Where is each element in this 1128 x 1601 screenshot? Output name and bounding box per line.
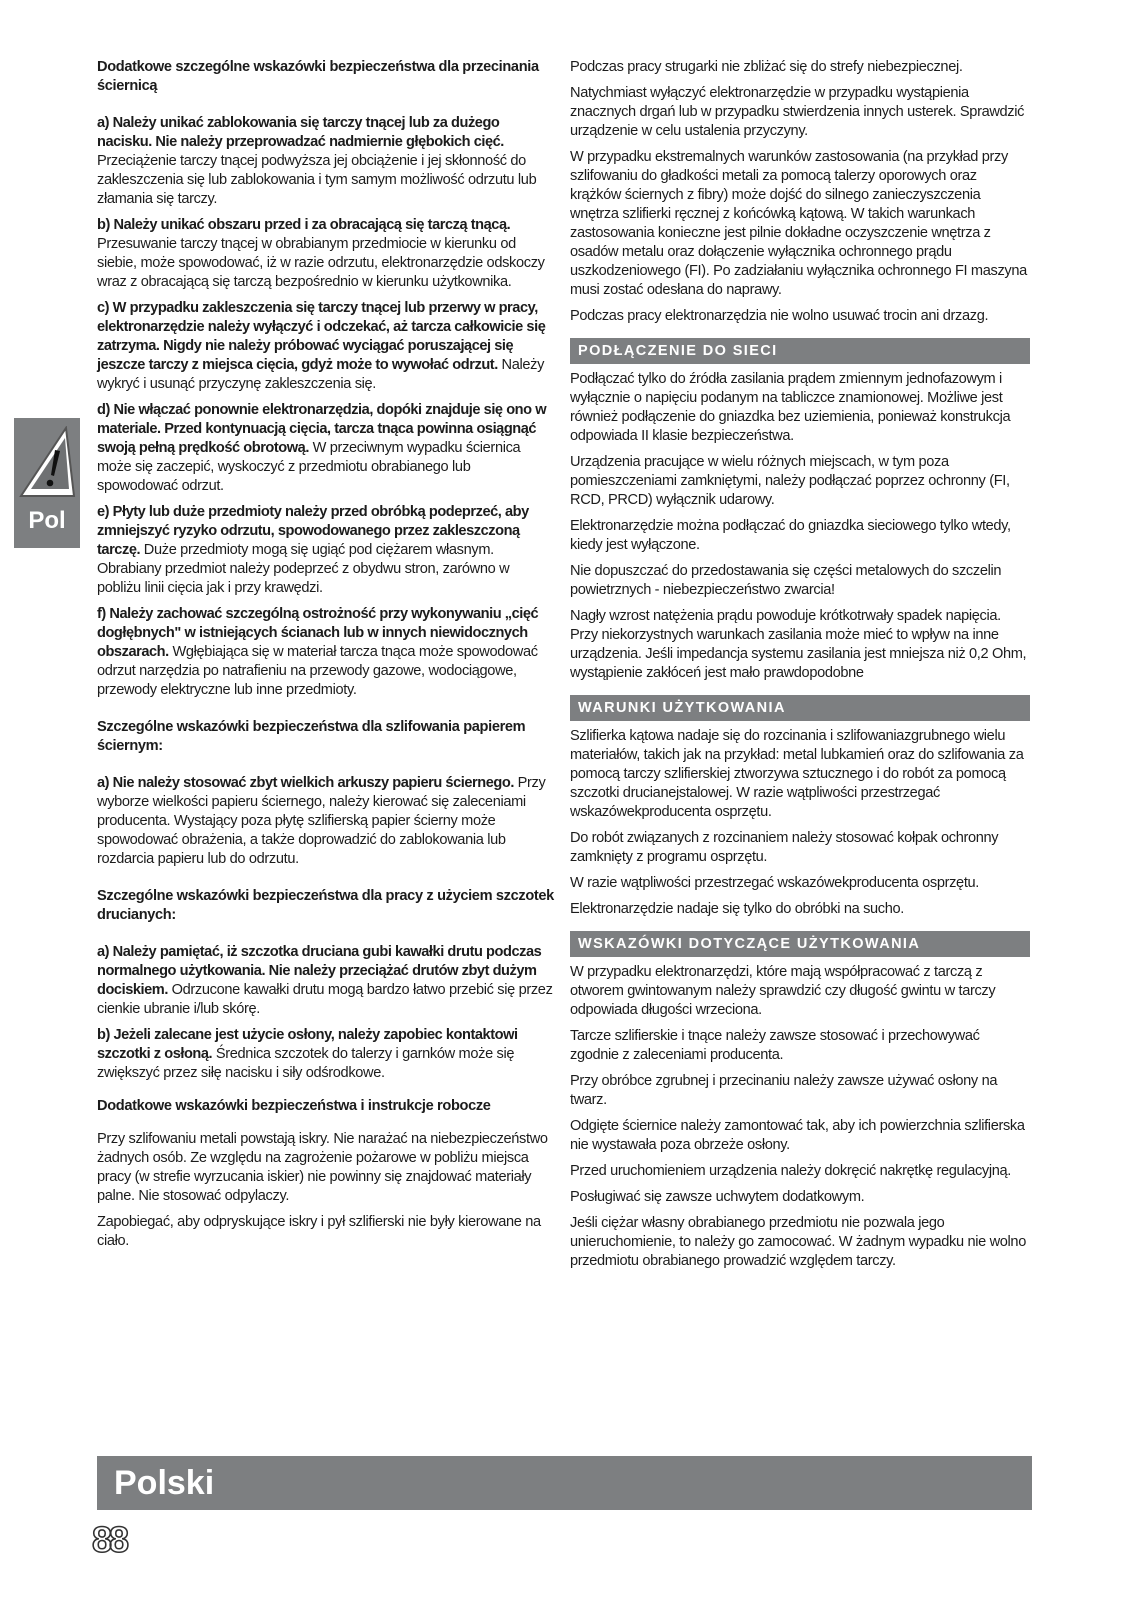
paragraph: Do robót związanych z rozcinaniem należy stosować kołpak ochronny zamknięty z programu osprzętu.	[570, 830, 999, 865]
paragraph	[97, 114, 554, 209]
paragraph-text: Należy wykryć i usunąć przyczynę zakleszczenia się.	[97, 357, 545, 392]
paragraph	[97, 503, 554, 598]
section-heading: Dodatkowe szczególne wskazówki bezpieczeństwa dla przecinania ściernicą	[97, 59, 539, 94]
paragraph: Elektronarzędzie nadaje się tylko do obróbki na sucho.	[570, 901, 904, 917]
paragraph: Jeśli ciężar własny obrabianego przedmiotu nie pozwala jego unieruchomienie, to należy go zamocować. W żadnym wypadku nie wolno przedmiotu obrabianego prowadzić względem tarczy.	[570, 1215, 1026, 1269]
bold-instruction: d) Nie włączać ponownie elektronarzędzia, dopóki znajduje się ono w materiale. Przed kontynuacją cięcia, tarcza tnąca powinna osiągnąć swoją pełną prędkość obrotową.	[97, 402, 547, 456]
paragraph: Przy obróbce zgrubnej i przecinaniu należy zawsze używać osłony na twarz.	[570, 1073, 998, 1108]
bold-instruction: f) Należy zachować szczególną ostrożność przy wykonywaniu „cięć dogłębnych" w istniejących ścianach lub w innych niewidocznych obszarach.	[97, 606, 539, 660]
bold-instruction: a) Należy pamiętać, iż szczotka druciana gubi kawałki drutu podczas normalnego użytkowania. Nie należy przeciążać drutów zbyt dużym dociskiem.	[97, 944, 542, 998]
paragraph-text: Duże przedmioty mogą się ugiąć pod ciężarem własnym. Obrabiany przedmiot należy podeprzeć z obydwu stron, zarówno w pobliżu linii cięcia jak i przy krawędzi.	[97, 542, 510, 596]
bold-instruction: b) Jeżeli zalecane jest użycie osłony, należy zapobiec kontaktowi szczotki z osłoną.	[97, 1027, 518, 1062]
section-bar-power-connection: PODŁĄCZENIE DO SIECI	[570, 338, 1030, 364]
footer-language-bar	[97, 1456, 1032, 1510]
paragraph: Podczas pracy elektronarzędzia nie wolno usuwać trocin ani drzazg.	[570, 308, 989, 324]
paragraph	[97, 1026, 554, 1083]
bold-instruction: c) W przypadku zakleszczenia się tarczy tnącej lub przerwy w pracy, elektronarzędzie należy wyłączyć i odczekać, aż tarcza całkowicie się zatrzyma. Nigdy nie należy próbować wyciągać poruszającej się jeszcze tarczy z miejsca cięcia, gdyż może to wywołać odrzut.	[97, 300, 546, 373]
page-number: 88	[92, 1519, 127, 1560]
bold-instruction: b) Należy unikać obszaru przed i za obracającą się tarczą tnącą.	[97, 217, 511, 233]
paragraph	[97, 401, 554, 496]
paragraph: Podczas pracy strugarki nie zbliżać się do strefy niebezpiecznej.	[570, 59, 963, 75]
section-heading: Dodatkowe wskazówki bezpieczeństwa i instrukcje robocze	[97, 1098, 491, 1114]
footer-title: Polski	[114, 1464, 215, 1502]
paragraph: Zapobiegać, aby odpryskujące iskry i pył szlifierski nie były kierowane na ciało.	[97, 1214, 541, 1249]
paragraph	[97, 605, 554, 700]
paragraph: Podłączać tylko do źródła zasilania prądem zmiennym jednofazowym i wyłącznie o napięciu podanym na tabliczce znamionowej. Możliwe jest również podłączenie do gniazdka bez uziemienia, ponieważ konstrukcja odpowiada II klasie bezpieczeństwa.	[570, 371, 1011, 444]
paragraph	[97, 774, 554, 869]
paragraph: W razie wątpliwości przestrzegać wskazówekproducenta osprzętu.	[570, 875, 979, 891]
paragraph-text: Przy wyborze wielkości papieru ściernego, należy kierować się zaleceniami producenta. Wystający poza płytę szlifierską papier ścierny może spowodować obrażenia, a także doprowadzić do zablokowania lub rozdarcia papieru lub do odrzutu.	[97, 775, 546, 867]
paragraph-text: W przeciwnym wypadku ściernica może się zaczepić, wyskoczyć z przedmiotu obrabianego lub spowodować odrzut.	[97, 440, 521, 494]
bold-instruction: e) Płyty lub duże przedmioty należy przed obróbką podeprzeć, aby zmniejszyć ryzyko odrzutu, spowodowanego przez zakleszczoną tarczę.	[97, 504, 529, 558]
paragraph: Przy szlifowaniu metali powstają iskry. Nie narażać na niebezpieczeństwo żadnych osób. Ze względu na zagrożenie pożarowe w pobliżu miejsca pracy (w strefie wyrzucania iskier) nie powinny się znajdować materiały palne. Nie stosować odpylaczy.	[97, 1131, 548, 1204]
paragraph-text: Wgłębiająca się w materiał tarcza tnąca może spowodować odrzut narzędzia po natrafieniu na przewody gazowe, wodociągowe, przewody elektryczne lub inne przedmioty.	[97, 644, 538, 698]
section-bar-usage-conditions: WARUNKI UŻYTKOWANIA	[570, 695, 1030, 721]
paragraph	[97, 299, 554, 394]
paragraph: Posługiwać się zawsze uchwytem dodatkowym.	[570, 1189, 865, 1205]
paragraph-text: Odrzucone kawałki drutu mogą bardzo łatwo przebić się przez cienkie ubranie i/lub skórę.	[97, 982, 553, 1017]
paragraph-text: Przesuwanie tarczy tnącej w obrabianym przedmiocie w kierunku od siebie, może spowodować, iż w razie odrzutu, elektronarzędzie odskoczy wraz z obracającą się tarczą bezpośrednio w kierunku użytkownika.	[97, 236, 545, 290]
section-heading: Szczególne wskazówki bezpieczeństwa dla szlifowania papierem ściernym:	[97, 719, 526, 754]
bold-instruction: a) Należy unikać zablokowania się tarczy tnącej lub za dużego nacisku. Nie należy przeprowadzać nadmiernie głębokich cięć.	[97, 115, 504, 150]
language-side-tab	[14, 418, 80, 548]
paragraph: Odgięte ściernice należy zamontować tak, aby ich powierzchnia szlifierska nie wystawała poza obrzeże osłony.	[570, 1118, 1025, 1153]
section-heading: Szczególne wskazówki bezpieczeństwa dla pracy z użyciem szczotek drucianych:	[97, 888, 554, 923]
paragraph: Elektronarzędzie można podłączać do gniazdka sieciowego tylko wtedy, kiedy jest wyłączone.	[570, 518, 1011, 553]
paragraph: Przed uruchomieniem urządzenia należy dokręcić nakrętkę regulacyjną.	[570, 1163, 1012, 1179]
paragraph: Urządzenia pracujące w wielu różnych miejscach, w tym poza pomieszczeniami zamkniętymi, należy podłączać poprzez ochronny (FI, RCD, PRCD) wyłącznik udarowy.	[570, 454, 1010, 508]
paragraph: W przypadku ekstremalnych warunków zastosowania (na przykład przy szlifowaniu do gładkości metali za pomocą talerzy oporowych oraz krążków ściernych z fibry) może dojść do silnego zanieczyszczenia wnętrza szlifierki ręcznej z końcówką kątową. W takich warunkach zastosowania konieczne jest pilnie dokładne oczyszczenie wnętrza z osadów metalu oraz dołączenie wyłącznika ochronnego prądu uszkodzeniowego (FI). Po zadziałaniu wyłącznika ochronnego FI maszyna musi zostać odesłana do naprawy.	[570, 149, 1027, 298]
paragraph: Tarcze szlifierskie i tnące należy zawsze stosować i przechowywać zgodnie z zaleceniami producenta.	[570, 1028, 980, 1063]
paragraph: Nie dopuszczać do przedostawania się części metalowych do szczelin powietrznych - niebezpieczeństwo zwarcia!	[570, 563, 1002, 598]
paragraph: Natychmiast wyłączyć elektronarzędzie w przypadku wystąpienia znacznych drgań lub w przypadku stwierdzenia innych usterek. Sprawdzić urządzenie w celu ustalenia przyczyny.	[570, 85, 1025, 139]
paragraph	[97, 943, 554, 1019]
bold-instruction: a) Nie należy stosować zbyt wielkich arkuszy papieru ściernego.	[97, 775, 514, 791]
paragraph-text: Średnica szczotek do talerzy i garnków może się zwiększyć przez siłę nacisku i siły odśrodkowe.	[97, 1046, 515, 1081]
warning-triangle-icon	[18, 426, 76, 498]
paragraph: Szlifierka kątowa nadaje się do rozcinania i szlifowaniazgrubnego wielu materiałów, takich jak na przykład: metal lubkamień oraz do szlifowania za pomocą tarczy szlifierskiej ztworzywa sztucznego i do robót za pomocą szczotki drucianejstalowej. W razie wątpliwości przestrzegać wskazówekproducenta osprzętu.	[570, 728, 1024, 820]
language-label: Pol	[28, 507, 66, 534]
paragraph	[97, 216, 554, 292]
left-column	[97, 58, 554, 1258]
paragraph: W przypadku elektronarzędzi, które mają współpracować z tarczą z otworem gwintowanym należy sprawdzić czy długość gwintu w tarczy odpowiada długości wrzeciona.	[570, 964, 996, 1018]
right-column	[570, 58, 1030, 1278]
section-bar-usage-instructions: WSKAZÓWKI DOTYCZĄCE UŻYTKOWANIA	[570, 931, 1030, 957]
paragraph-text: Przeciążenie tarczy tnącej podwyższa jej obciążenie i jej skłonność do zakleszczenia się lub zablokowania i tym samym możliwość odrzutu lub złamania się tarczy.	[97, 153, 537, 207]
paragraph: Nagły wzrost natężenia prądu powoduje krótkotrwały spadek napięcia. Przy niekorzystnych warunkach zasilania może mieć to wpływ na inne urządzenia. Jeśli impedancja systemu zasilania jest mniejsza niż 0,2 Ohm, wystąpienie zakłóceń jest mało prawdopodobne	[570, 608, 1027, 681]
